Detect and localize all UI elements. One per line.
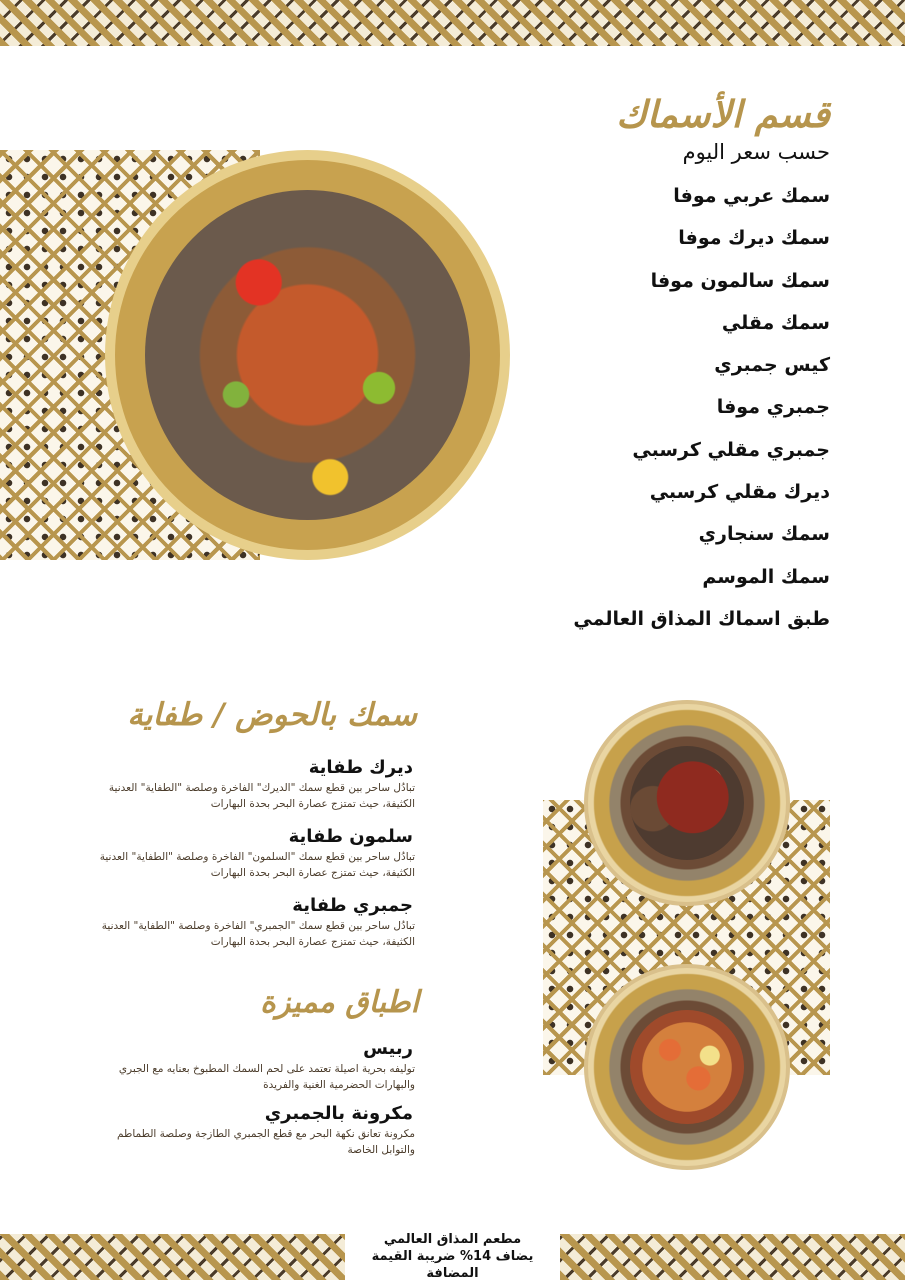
menu-item [75, 1102, 415, 1167]
special-dishes-title: اطباق مميزة [260, 985, 419, 1020]
menu-item [75, 756, 415, 825]
special-menu-list [75, 1037, 415, 1167]
tajine-section-title: سمك بالحوض / طفاية [127, 697, 417, 733]
price-note: حسب سعر اليوم [682, 140, 830, 164]
menu-item [75, 1037, 415, 1102]
fish-menu-list [573, 178, 830, 643]
shrimp-dish-image [105, 150, 510, 560]
bottom-pattern-border-right [560, 1234, 905, 1280]
item-name: سلمون طفاية [288, 826, 413, 847]
menu-item: كيس جمبري [714, 354, 830, 377]
menu-item: جمبري موفا [716, 396, 830, 419]
item-description: والبهارات الحضرمية الغنية والفريدة [263, 1079, 415, 1091]
restaurant-name: مطعم المذاق العالمي [383, 1232, 522, 1247]
menu-item: سمك الموسم [702, 565, 830, 588]
top-pattern-border [0, 0, 905, 46]
menu-item: سمك مقلي [721, 311, 830, 334]
grilled-fish-dish-image [584, 700, 790, 906]
item-description: تبادُل ساحر بين قطع سمك "الجمبري" الفاخرة وصلصة "الطفاية" العدنية [101, 920, 415, 932]
item-name: جمبري طفاية [292, 895, 413, 916]
item-description: الكثيفة، حيث تمتزج عصارة البحر بحدة البهارات [210, 798, 415, 810]
menu-item: سمك عربي موفا [673, 185, 830, 207]
tax-note: يضاف 14% ضريبة القيمة المضافة [371, 1249, 534, 1280]
footer [345, 1231, 560, 1280]
item-description: مكرونة تعانق نكهة البحر مع قطع الجمبري الطازجة وصلصة الطماطم [116, 1128, 415, 1140]
item-description: الكثيفة، حيث تمتزج عصارة البحر بحدة البهارات [210, 936, 415, 948]
item-description: والتوابل الخاصة [347, 1144, 415, 1156]
item-name: مكرونة بالجمبري [264, 1103, 413, 1124]
item-description: تبادُل ساحر بين قطع سمك "السلمون" الفاخرة وصلصة "الطفاية" العدنية [99, 851, 415, 863]
menu-item: ديرك مقلي كرسبي [649, 481, 830, 504]
bottom-pattern-border-left [0, 1234, 345, 1280]
menu-item [75, 825, 415, 894]
tajine-menu-list [75, 756, 415, 963]
item-description: توليفه بحرية اصيلة تعتمد على لحم السمك المطبوخ بعنايه مع الجبري [118, 1063, 415, 1075]
menu-item [75, 894, 415, 963]
item-name: ديرك طفاية [308, 757, 413, 778]
menu-item: سمك ديرك موفا [678, 227, 830, 250]
item-description: الكثيفة، حيث تمتزج عصارة البحر بحدة البهارات [210, 867, 415, 879]
item-description: تبادُل ساحر بين قطع سمك "الديرك" الفاخرة وصلصة "الطفاية" العدنية [108, 782, 415, 794]
fish-section-title: قسم الأسماك [616, 92, 830, 136]
item-name: ربيس [363, 1038, 413, 1059]
menu-item: سمك سنجاري [698, 523, 830, 546]
menu-item: جمبري مقلي كرسبي [632, 438, 830, 461]
menu-item: طبق اسماك المذاق العالمي [573, 607, 830, 630]
menu-item: سمك سالمون موفا [650, 269, 830, 292]
shrimp-pasta-dish-image [584, 964, 790, 1170]
